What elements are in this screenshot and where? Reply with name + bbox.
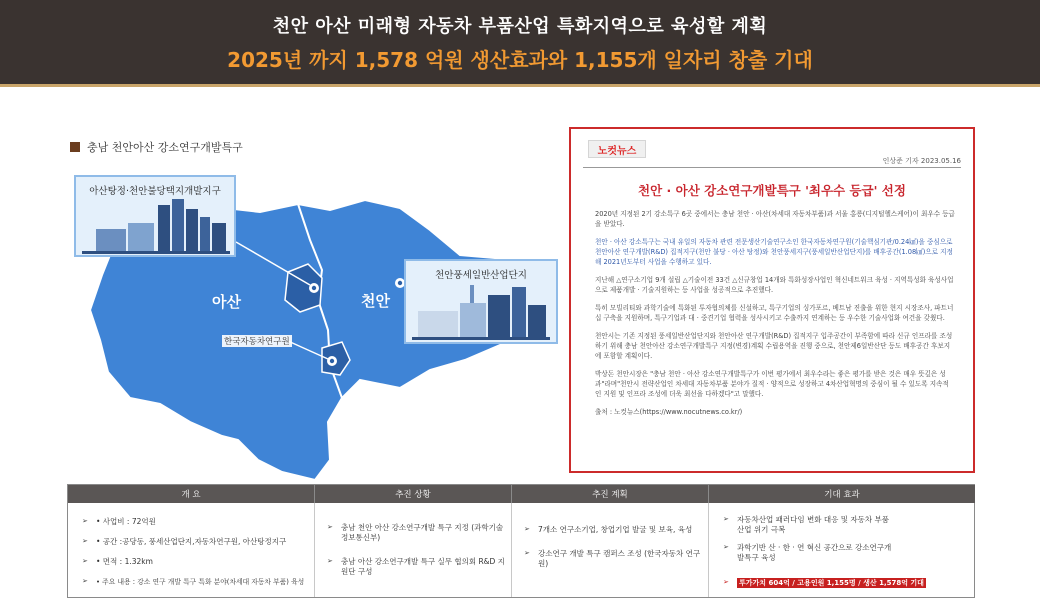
list-item-highlight: ➢ 투가가치 604억 / 고용인원 1,155명 / 생산 1,578억 기대 [723,578,924,587]
list-item: ➢ 강소연구 개발 특구 캠퍼스 조성 (한국자동차 연구원) [524,549,701,568]
label-korea-automotive-institute: 한국자동차연구원 [224,337,290,347]
arrow-bullet-icon: ➢ [723,578,729,586]
page-title: 천안 아산 미래형 자동차 부품산업 특화지역으로 육성할 계획 [272,15,768,37]
news-paragraph: 지난해 △연구소기업 9개 설립 △기술이전 33건 △신규창업 14개와 특화성장사업인 혁신네트워크 육성 · 지역특성화 육성사업으로 제품개발 · 기술지원하는 등 사업을 성공적으로 추진했다. [595,276,954,294]
summary-table [67,484,975,598]
news-paragraph: 천안시는 기존 지정된 풍세일반산업단지와 천안아산 연구개발(R&D) 집적지구 입주공간이 부족함에 따라 신규 인프라를 조성하기 위해 충남 천안아산 강소연구개발특구 지정(변경)계획 수립용역을 진행 중으로, 천안제6일반산단 등도 배후공간 후보지에 포함할 계획이다. [595,332,953,360]
region-label-asan: 아산 [212,293,241,311]
map-section-title: 충남 천안아산 강소연구개발특구 [70,139,243,155]
page-subtitle: 2025년 까지 1,578 억원 생산효과와 1,155개 일자리 창출 기대 [227,47,813,72]
industrial-complex-icon [406,261,556,342]
arrow-bullet-icon: ➢ [723,543,729,551]
header-divider [0,84,1040,87]
city-illustration-icon [76,177,234,255]
page-header [0,0,1040,84]
news-article [569,127,975,473]
callout-pungse-industrial: 천안풍세일반산업단지 [404,259,558,344]
arrow-bullet-icon: ➢ [327,557,333,565]
news-body [595,209,955,425]
table-header-effects: 기대 효과 [709,485,975,503]
arrow-bullet-icon: ➢ [82,537,88,545]
news-headline: 천안 · 아산 강소연구개발특구 '최우수 등급' 선정 [638,183,906,198]
arrow-bullet-icon: ➢ [82,557,88,565]
list-item: ➢ 자동차산업 패러다임 변화 대응 및 자동차 부품 산업 위기 극복 [723,515,889,534]
news-logo: 노컷뉴스 [588,140,646,158]
arrow-bullet-icon: ➢ [327,523,333,531]
news-divider [583,167,961,168]
list-item: ➢ • 주요 내용 : 강소 연구 개발 특구 특화 분야(차세대 자동차 부품) 육성 [82,577,305,586]
arrow-bullet-icon: ➢ [524,549,530,557]
arrow-bullet-icon: ➢ [723,515,729,523]
list-item: ➢ 과학기반 산 · 한 · 연 혁신 공간으로 강소연구개발특구 육성 [723,543,892,562]
arrow-bullet-icon: ➢ [524,525,530,533]
table-header-plan: 추진 계획 [512,485,709,503]
table-column-status [315,503,512,597]
news-byline: 인상준 기자 2023.05.16 [882,157,961,165]
list-item: ➢ 충남 천안 아산 강소연구개발 특구 지정 (과학기술정보통신부) [327,523,504,542]
square-bullet-icon [70,142,80,152]
news-paragraph: 박상돈 천안시장은 "충남 천안 · 아산 강소연구개발특구가 이번 평가에서 최우수라는 좋은 평가를 받은 것은 매우 뜻깊은 성과"라며"천안시 전략산업인 차세대 자동차부품 분야가 질적 · 양적으로 성장하고 4차산업혁명의 중심이 될 수 있도록 지속적인 지원 및 인프라 조성에 더욱 최선을 다하겠다"고 말했다. [595,370,949,398]
region-label-cheonan: 천안 [361,292,390,310]
list-item: ➢ • 공간 :공당동, 풍세산업단지,자동차연구원, 아산탕정지구 [82,537,287,546]
news-paragraph: 2020년 지정된 2기 강소특구 6곳 중에서는 충남 천안 · 아산(차세대 자동차부품)과 서울 홍릉(디지털헬스케어)이 최우수 등급을 받았다. [595,210,955,228]
news-paragraph: 특히 모빌리티와 과학기술에 특화된 투자협의체를 신설하고, 특구기업의 싱가포르, 베트남 진출을 위한 현지 시장조사, 파트너십 구축을 지원하며, 특구기업과 대 · 중견기업 협력을 성사시키고 수출까지 연계하는 등 우수한 기술사업화 여건을 갖췄다. [595,304,954,322]
arrow-bullet-icon: ➢ [82,577,88,585]
list-item: ➢ 7개소 연구소기업, 창업기업 발굴 및 보육, 육성 [524,525,693,534]
news-source: 출처 : 노컷뉴스(https://www.nocutnews.co.kr/) [595,408,743,416]
list-item: ➢ • 면적 : 1.32km [82,557,153,566]
table-column-effects [709,503,975,597]
news-paragraph: 천안 · 아산 강소특구는 국내 유일의 자동차 관련 전문생산기술연구소인 한국자동차연구원(기술핵심기관/0.24㎢)을 중심으로 천안아산 연구개발(R&D) 집적지구(천안 불당 · 아산 탕정)와 천안풍세지구(풍세일반산업단지)를 배후공간(1.08㎢)으로 지정해 2021년도부터 사업을 수행하고 있다. [595,238,953,266]
list-item: ➢ • 사업비 : 72억원 [82,517,156,526]
list-item: ➢ 충남 아산 강소연구개발 특구 실무 협의회 R&D 지원단 구성 [327,557,505,576]
table-column-overview [68,503,315,597]
arrow-bullet-icon: ➢ [82,517,88,525]
table-header-overview: 개 요 [68,485,315,503]
callout-tangjeong-buldang: 아산탕정·천안불당택지개발지구 [74,175,236,257]
table-column-plan [512,503,709,597]
table-header-status: 추진 상황 [315,485,512,503]
